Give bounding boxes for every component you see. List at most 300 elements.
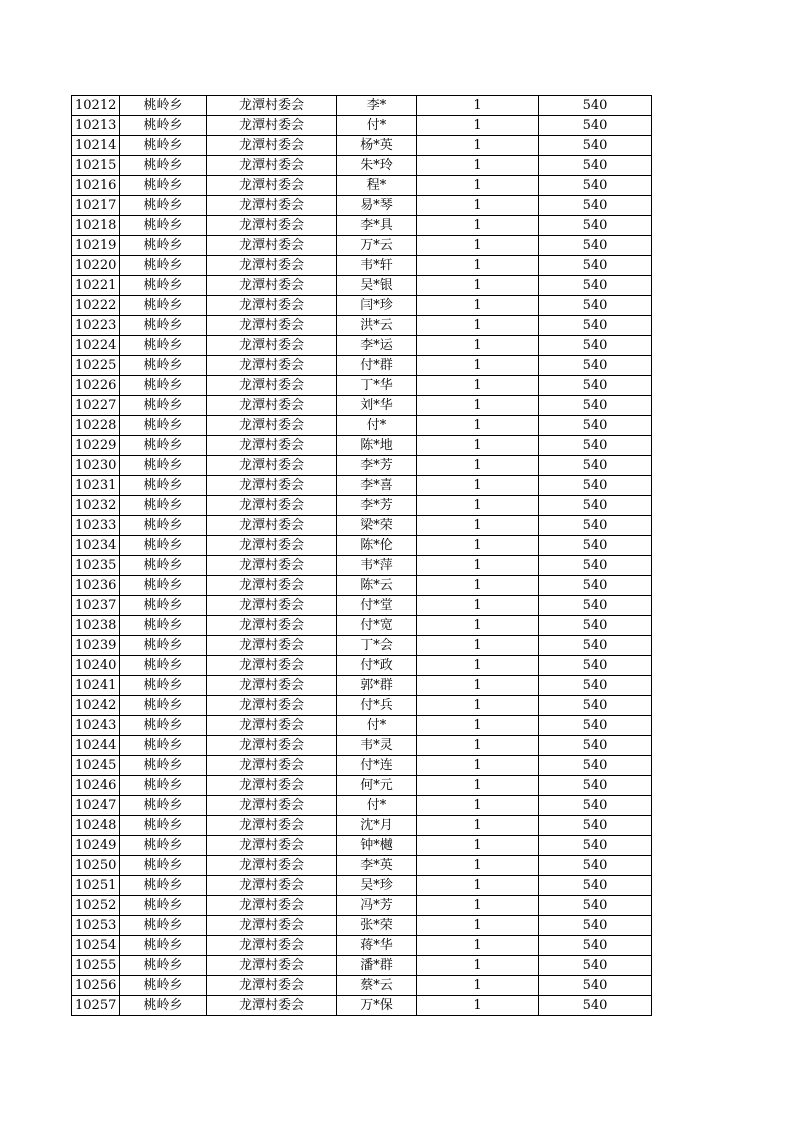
cell-town: 桃岭乡 — [120, 196, 207, 216]
cell-amount: 540 — [539, 716, 652, 736]
cell-committee: 龙潭村委会 — [207, 736, 337, 756]
cell-committee: 龙潭村委会 — [207, 676, 337, 696]
cell-amount: 540 — [539, 816, 652, 836]
cell-name: 蒋*华 — [337, 936, 417, 956]
cell-amount: 540 — [539, 596, 652, 616]
cell-name: 付* — [337, 716, 417, 736]
table-row — [72, 276, 652, 296]
cell-town: 桃岭乡 — [120, 336, 207, 356]
cell-committee: 龙潭村委会 — [207, 496, 337, 516]
table-row — [72, 96, 652, 116]
cell-id: 10218 — [72, 216, 120, 236]
table-row — [72, 256, 652, 276]
cell-name: 朱*玲 — [337, 156, 417, 176]
cell-name: 万*云 — [337, 236, 417, 256]
cell-town: 桃岭乡 — [120, 696, 207, 716]
cell-town: 桃岭乡 — [120, 516, 207, 536]
table-row — [72, 976, 652, 996]
cell-town: 桃岭乡 — [120, 876, 207, 896]
cell-amount: 540 — [539, 636, 652, 656]
table-row — [72, 156, 652, 176]
table-row — [72, 316, 652, 336]
cell-name: 程* — [337, 176, 417, 196]
cell-id: 10252 — [72, 896, 120, 916]
table-row — [72, 556, 652, 576]
cell-town: 桃岭乡 — [120, 756, 207, 776]
cell-committee: 龙潭村委会 — [207, 936, 337, 956]
cell-amount: 540 — [539, 216, 652, 236]
cell-amount: 540 — [539, 96, 652, 116]
cell-committee: 龙潭村委会 — [207, 156, 337, 176]
cell-name: 付*群 — [337, 356, 417, 376]
cell-name: 洪*云 — [337, 316, 417, 336]
cell-id: 10225 — [72, 356, 120, 376]
cell-id: 10253 — [72, 916, 120, 936]
cell-town: 桃岭乡 — [120, 476, 207, 496]
cell-committee: 龙潭村委会 — [207, 456, 337, 476]
cell-id: 10245 — [72, 756, 120, 776]
cell-town: 桃岭乡 — [120, 296, 207, 316]
cell-id: 10255 — [72, 956, 120, 976]
cell-name: 付*兵 — [337, 696, 417, 716]
cell-committee: 龙潭村委会 — [207, 856, 337, 876]
cell-name: 钟*樾 — [337, 836, 417, 856]
table-row — [72, 696, 652, 716]
cell-count: 1 — [417, 676, 539, 696]
cell-name: 陈*伦 — [337, 536, 417, 556]
cell-committee: 龙潭村委会 — [207, 716, 337, 736]
cell-count: 1 — [417, 496, 539, 516]
cell-count: 1 — [417, 636, 539, 656]
cell-amount: 540 — [539, 736, 652, 756]
cell-town: 桃岭乡 — [120, 736, 207, 756]
cell-town: 桃岭乡 — [120, 356, 207, 376]
table-row — [72, 796, 652, 816]
cell-amount: 540 — [539, 196, 652, 216]
cell-amount: 540 — [539, 456, 652, 476]
table-row — [72, 856, 652, 876]
cell-name: 丁*会 — [337, 636, 417, 656]
table-row — [72, 336, 652, 356]
cell-count: 1 — [417, 756, 539, 776]
cell-count: 1 — [417, 936, 539, 956]
table-row — [72, 816, 652, 836]
cell-count: 1 — [417, 436, 539, 456]
cell-town: 桃岭乡 — [120, 436, 207, 456]
cell-id: 10213 — [72, 116, 120, 136]
cell-id: 10256 — [72, 976, 120, 996]
cell-name: 丁*华 — [337, 376, 417, 396]
cell-amount: 540 — [539, 496, 652, 516]
cell-id: 10235 — [72, 556, 120, 576]
cell-town: 桃岭乡 — [120, 936, 207, 956]
cell-name: 梁*荣 — [337, 516, 417, 536]
table-row — [72, 936, 652, 956]
cell-name: 郭*群 — [337, 676, 417, 696]
cell-count: 1 — [417, 776, 539, 796]
cell-amount: 540 — [539, 556, 652, 576]
cell-amount: 540 — [539, 276, 652, 296]
cell-name: 付*政 — [337, 656, 417, 676]
table-row — [72, 456, 652, 476]
cell-name: 冯*芳 — [337, 896, 417, 916]
cell-committee: 龙潭村委会 — [207, 536, 337, 556]
cell-town: 桃岭乡 — [120, 116, 207, 136]
cell-count: 1 — [417, 876, 539, 896]
cell-amount: 540 — [539, 996, 652, 1016]
cell-amount: 540 — [539, 856, 652, 876]
cell-id: 10236 — [72, 576, 120, 596]
cell-id: 10230 — [72, 456, 120, 476]
cell-count: 1 — [417, 696, 539, 716]
cell-count: 1 — [417, 456, 539, 476]
table-body — [72, 96, 652, 1016]
table-row — [72, 756, 652, 776]
cell-id: 10221 — [72, 276, 120, 296]
table-row — [72, 176, 652, 196]
cell-id: 10257 — [72, 996, 120, 1016]
cell-count: 1 — [417, 316, 539, 336]
cell-name: 李*英 — [337, 856, 417, 876]
cell-name: 吴*银 — [337, 276, 417, 296]
cell-name: 李*喜 — [337, 476, 417, 496]
cell-name: 付* — [337, 416, 417, 436]
cell-count: 1 — [417, 916, 539, 936]
table-row — [72, 376, 652, 396]
cell-count: 1 — [417, 256, 539, 276]
cell-amount: 540 — [539, 976, 652, 996]
cell-id: 10254 — [72, 936, 120, 956]
cell-count: 1 — [417, 416, 539, 436]
cell-count: 1 — [417, 596, 539, 616]
cell-amount: 540 — [539, 616, 652, 636]
cell-name: 李*芳 — [337, 456, 417, 476]
cell-count: 1 — [417, 516, 539, 536]
cell-amount: 540 — [539, 516, 652, 536]
cell-town: 桃岭乡 — [120, 176, 207, 196]
cell-count: 1 — [417, 736, 539, 756]
table-row — [72, 576, 652, 596]
cell-town: 桃岭乡 — [120, 956, 207, 976]
table-row — [72, 436, 652, 456]
table-row — [72, 876, 652, 896]
cell-id: 10250 — [72, 856, 120, 876]
cell-id: 10214 — [72, 136, 120, 156]
cell-town: 桃岭乡 — [120, 676, 207, 696]
cell-amount: 540 — [539, 936, 652, 956]
cell-amount: 540 — [539, 316, 652, 336]
cell-id: 10239 — [72, 636, 120, 656]
table-row — [72, 616, 652, 636]
cell-amount: 540 — [539, 896, 652, 916]
cell-committee: 龙潭村委会 — [207, 876, 337, 896]
cell-town: 桃岭乡 — [120, 316, 207, 336]
cell-id: 10223 — [72, 316, 120, 336]
cell-committee: 龙潭村委会 — [207, 616, 337, 636]
cell-committee: 龙潭村委会 — [207, 636, 337, 656]
cell-count: 1 — [417, 336, 539, 356]
cell-town: 桃岭乡 — [120, 556, 207, 576]
cell-count: 1 — [417, 176, 539, 196]
cell-committee: 龙潭村委会 — [207, 216, 337, 236]
cell-town: 桃岭乡 — [120, 976, 207, 996]
cell-count: 1 — [417, 616, 539, 636]
cell-name: 韦*灵 — [337, 736, 417, 756]
cell-id: 10216 — [72, 176, 120, 196]
table-row — [72, 636, 652, 656]
table-row — [72, 216, 652, 236]
cell-amount: 540 — [539, 256, 652, 276]
cell-amount: 540 — [539, 396, 652, 416]
cell-id: 10229 — [72, 436, 120, 456]
table-row — [72, 676, 652, 696]
table-row — [72, 356, 652, 376]
cell-amount: 540 — [539, 836, 652, 856]
cell-id: 10222 — [72, 296, 120, 316]
cell-amount: 540 — [539, 476, 652, 496]
cell-name: 陈*地 — [337, 436, 417, 456]
cell-amount: 540 — [539, 436, 652, 456]
cell-committee: 龙潭村委会 — [207, 416, 337, 436]
cell-committee: 龙潭村委会 — [207, 336, 337, 356]
cell-amount: 540 — [539, 296, 652, 316]
cell-name: 李*运 — [337, 336, 417, 356]
cell-id: 10217 — [72, 196, 120, 216]
cell-amount: 540 — [539, 416, 652, 436]
cell-count: 1 — [417, 716, 539, 736]
cell-committee: 龙潭村委会 — [207, 276, 337, 296]
cell-id: 10231 — [72, 476, 120, 496]
cell-town: 桃岭乡 — [120, 996, 207, 1016]
cell-committee: 龙潭村委会 — [207, 816, 337, 836]
table-row — [72, 996, 652, 1016]
cell-committee: 龙潭村委会 — [207, 996, 337, 1016]
cell-id: 10247 — [72, 796, 120, 816]
table-row — [72, 736, 652, 756]
cell-id: 10238 — [72, 616, 120, 636]
cell-committee: 龙潭村委会 — [207, 976, 337, 996]
cell-name: 韦*轩 — [337, 256, 417, 276]
cell-amount: 540 — [539, 916, 652, 936]
cell-count: 1 — [417, 396, 539, 416]
table-row — [72, 916, 652, 936]
cell-id: 10246 — [72, 776, 120, 796]
table-row — [72, 236, 652, 256]
cell-committee: 龙潭村委会 — [207, 176, 337, 196]
cell-committee: 龙潭村委会 — [207, 696, 337, 716]
cell-committee: 龙潭村委会 — [207, 916, 337, 936]
cell-count: 1 — [417, 476, 539, 496]
cell-name: 潘*群 — [337, 956, 417, 976]
cell-amount: 540 — [539, 176, 652, 196]
cell-id: 10212 — [72, 96, 120, 116]
cell-town: 桃岭乡 — [120, 896, 207, 916]
cell-committee: 龙潭村委会 — [207, 376, 337, 396]
cell-committee: 龙潭村委会 — [207, 136, 337, 156]
cell-count: 1 — [417, 276, 539, 296]
cell-name: 吴*珍 — [337, 876, 417, 896]
table-row — [72, 196, 652, 216]
cell-count: 1 — [417, 236, 539, 256]
table-row — [72, 496, 652, 516]
cell-amount: 540 — [539, 156, 652, 176]
cell-name: 李* — [337, 96, 417, 116]
cell-town: 桃岭乡 — [120, 96, 207, 116]
cell-id: 10249 — [72, 836, 120, 856]
cell-id: 10242 — [72, 696, 120, 716]
cell-id: 10215 — [72, 156, 120, 176]
cell-town: 桃岭乡 — [120, 636, 207, 656]
cell-town: 桃岭乡 — [120, 716, 207, 736]
table-row — [72, 116, 652, 136]
table-row — [72, 956, 652, 976]
cell-id: 10233 — [72, 516, 120, 536]
cell-count: 1 — [417, 956, 539, 976]
table-row — [72, 416, 652, 436]
cell-amount: 540 — [539, 356, 652, 376]
cell-count: 1 — [417, 976, 539, 996]
table-row — [72, 516, 652, 536]
cell-name: 付* — [337, 116, 417, 136]
cell-count: 1 — [417, 136, 539, 156]
cell-town: 桃岭乡 — [120, 396, 207, 416]
cell-committee: 龙潭村委会 — [207, 796, 337, 816]
cell-amount: 540 — [539, 676, 652, 696]
cell-town: 桃岭乡 — [120, 776, 207, 796]
table-row — [72, 296, 652, 316]
cell-committee: 龙潭村委会 — [207, 576, 337, 596]
cell-amount: 540 — [539, 116, 652, 136]
cell-town: 桃岭乡 — [120, 656, 207, 676]
cell-town: 桃岭乡 — [120, 156, 207, 176]
cell-committee: 龙潭村委会 — [207, 896, 337, 916]
cell-id: 10243 — [72, 716, 120, 736]
cell-committee: 龙潭村委会 — [207, 96, 337, 116]
cell-amount: 540 — [539, 376, 652, 396]
cell-town: 桃岭乡 — [120, 536, 207, 556]
cell-town: 桃岭乡 — [120, 456, 207, 476]
table-row — [72, 136, 652, 156]
cell-committee: 龙潭村委会 — [207, 236, 337, 256]
cell-id: 10220 — [72, 256, 120, 276]
cell-count: 1 — [417, 296, 539, 316]
cell-name: 闫*珍 — [337, 296, 417, 316]
cell-amount: 540 — [539, 776, 652, 796]
table-row — [72, 656, 652, 676]
table-row — [72, 836, 652, 856]
cell-count: 1 — [417, 536, 539, 556]
cell-id: 10226 — [72, 376, 120, 396]
cell-committee: 龙潭村委会 — [207, 756, 337, 776]
cell-amount: 540 — [539, 336, 652, 356]
cell-committee: 龙潭村委会 — [207, 356, 337, 376]
cell-town: 桃岭乡 — [120, 236, 207, 256]
cell-count: 1 — [417, 816, 539, 836]
cell-town: 桃岭乡 — [120, 136, 207, 156]
cell-town: 桃岭乡 — [120, 916, 207, 936]
cell-id: 10227 — [72, 396, 120, 416]
cell-name: 韦*萍 — [337, 556, 417, 576]
cell-town: 桃岭乡 — [120, 856, 207, 876]
cell-amount: 540 — [539, 876, 652, 896]
cell-name: 何*元 — [337, 776, 417, 796]
cell-committee: 龙潭村委会 — [207, 256, 337, 276]
cell-committee: 龙潭村委会 — [207, 316, 337, 336]
table-row — [72, 716, 652, 736]
cell-town: 桃岭乡 — [120, 276, 207, 296]
cell-committee: 龙潭村委会 — [207, 776, 337, 796]
cell-name: 杨*英 — [337, 136, 417, 156]
cell-town: 桃岭乡 — [120, 816, 207, 836]
table-row — [72, 536, 652, 556]
cell-id: 10228 — [72, 416, 120, 436]
cell-amount: 540 — [539, 796, 652, 816]
table-row — [72, 596, 652, 616]
cell-count: 1 — [417, 836, 539, 856]
cell-count: 1 — [417, 576, 539, 596]
cell-committee: 龙潭村委会 — [207, 296, 337, 316]
cell-count: 1 — [417, 556, 539, 576]
cell-name: 沈*月 — [337, 816, 417, 836]
subsidy-table — [71, 95, 652, 1016]
cell-town: 桃岭乡 — [120, 596, 207, 616]
cell-id: 10234 — [72, 536, 120, 556]
cell-committee: 龙潭村委会 — [207, 556, 337, 576]
cell-name: 付* — [337, 796, 417, 816]
cell-count: 1 — [417, 116, 539, 136]
cell-committee: 龙潭村委会 — [207, 396, 337, 416]
cell-amount: 540 — [539, 756, 652, 776]
cell-town: 桃岭乡 — [120, 416, 207, 436]
cell-name: 刘*华 — [337, 396, 417, 416]
cell-town: 桃岭乡 — [120, 496, 207, 516]
table-row — [72, 396, 652, 416]
cell-id: 10240 — [72, 656, 120, 676]
cell-name: 李*具 — [337, 216, 417, 236]
cell-id: 10244 — [72, 736, 120, 756]
cell-id: 10251 — [72, 876, 120, 896]
cell-name: 蔡*云 — [337, 976, 417, 996]
cell-count: 1 — [417, 216, 539, 236]
cell-id: 10224 — [72, 336, 120, 356]
cell-committee: 龙潭村委会 — [207, 956, 337, 976]
cell-amount: 540 — [539, 236, 652, 256]
table-row — [72, 776, 652, 796]
cell-count: 1 — [417, 356, 539, 376]
cell-id: 10219 — [72, 236, 120, 256]
cell-town: 桃岭乡 — [120, 796, 207, 816]
cell-committee: 龙潭村委会 — [207, 656, 337, 676]
cell-town: 桃岭乡 — [120, 576, 207, 596]
cell-committee: 龙潭村委会 — [207, 476, 337, 496]
cell-amount: 540 — [539, 696, 652, 716]
cell-amount: 540 — [539, 956, 652, 976]
cell-town: 桃岭乡 — [120, 376, 207, 396]
cell-name: 张*荣 — [337, 916, 417, 936]
cell-id: 10248 — [72, 816, 120, 836]
cell-name: 李*芳 — [337, 496, 417, 516]
cell-name: 万*保 — [337, 996, 417, 1016]
cell-id: 10232 — [72, 496, 120, 516]
cell-town: 桃岭乡 — [120, 836, 207, 856]
cell-committee: 龙潭村委会 — [207, 516, 337, 536]
cell-count: 1 — [417, 996, 539, 1016]
cell-amount: 540 — [539, 536, 652, 556]
cell-town: 桃岭乡 — [120, 256, 207, 276]
cell-amount: 540 — [539, 576, 652, 596]
cell-count: 1 — [417, 896, 539, 916]
cell-committee: 龙潭村委会 — [207, 436, 337, 456]
